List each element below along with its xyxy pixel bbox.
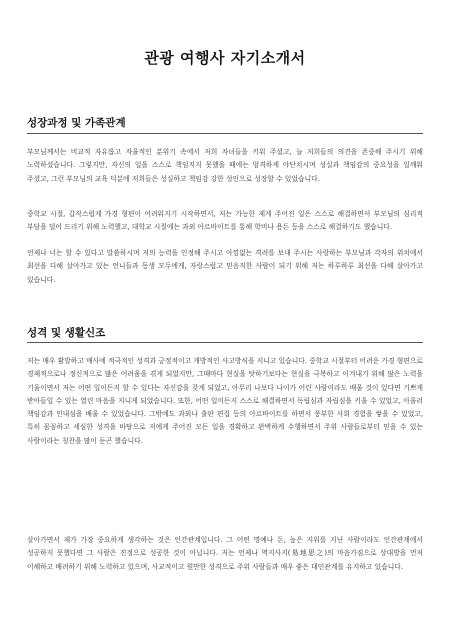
paragraph-growth-3: 언제나 너는 할 수 있다고 말씀하시며 저의 능력을 인정해 주시고 아낌없는 격려를 보내 주시는 사랑하는 부모님과 각자의 위치에서 최선을 다해 살아가고 있는 언니들과 동생 모두에게, 자랑스럽고 믿음직한 사람이 되기 위해 저는 하루하루 최선을 다해 살아가고 있습니다. bbox=[27, 249, 423, 284]
document-title: 관광 여행사 자기소개서 bbox=[144, 49, 306, 67]
paragraph-growth-2: 중학교 시절, 갑작스럽게 가경 형편이 어려워지기 시작하면서, 저는 가능한 제게 주어진 일은 스스로 해결하면서 부모님의 심리적 부담을 덜어 드리기 위해 노력했고, 대학교 시절에는 과외 아르바이트를 통해 학비나 용돈 등을 스스로 해결하기도 했습니다. bbox=[27, 210, 423, 232]
section-heading-growth: 성장과정 및 가족관계 bbox=[27, 117, 126, 129]
paragraph-growth-1: 부모님께서는 비교적 자유롭고 자율적인 분위기 속에서 저희 자녀들을 키워 주셨고, 늘 저희들의 의견을 존중해 주시기 위해 노력하셨습니다. 그렇지만, 자신의 일을 스스로 책임지지 못했을 때에는 엄격하게 야단치시며 성실과 책임감의 중요성을 일깨워 주셨고, 그런 부모님의 교육 덕분에 저희들은 성실하고 책임감 강한 성인으로 성장할 수 있었습니다. bbox=[27, 148, 423, 183]
paragraph-personality-2: 살아가면서 제가 가장 중요하게 생각하는 것은 인간관계입니다. 그 어떤 명예나 돈, 높은 지위를 지닌 사람이라도 인간관계에서 성공하지 못했다면 그 사람은 진정으로 성공한 것이 아닙니다. 저는 언제나 역지사지(易地思之)의 마음가짐으로 상대방을 먼저 이해하고 배려하기 위해 노력하고 있으며, 사교적이고 원만한 성격으로 주위 사람들과 매우 좋은 대인관계를 유지하고 있습니다. bbox=[27, 536, 423, 571]
paragraph-personality-1: 저는 매우 활발하고 매사에 적극적인 성격과 긍정적이고 개방적인 사고방식을 지니고 있습니다. 중학교 시절부터 어려운 가경 형편으로 경제적으로나 정신적으로 많은 어려움을 겪게 되었지만, 그때마다 현실을 탓하기보다는 현실을 극복하고 이겨내기 위해 많은 노력을 기울이면서 저는 어떤 일이든지 할 수 있다는 자신감을 갖게 되었고, 아무리 나보다 나이가 어린 사람이라도 배울 것이 있다면 기쁘게 받아들일 수 있는 열린 마음을 지니게 되었습니다. 또한, 어떤 일이든지 스스로 해결하면서 독립심과 자립심을 키울 수 있었고, 아울러 책임감과 인내심을 배울 수 있었습니다. 그밖에도 과외나 출판 편집 등의 아르바이트를 하면서 풍부한 사회 경험을 쌓을 수 있었고, 특히 꼼꼼하고 세심한 성격을 바탕으로 저에게 주어진 모든 일을 경확하고 완벽하게 수행하면서 주위 사람들로부터 믿을 수 있는 사람이라는 칭찬을 많이 듣곤 했습니다. bbox=[27, 357, 423, 445]
section-divider bbox=[27, 342, 423, 343]
section-divider bbox=[27, 133, 423, 134]
section-heading-personality: 성격 및 생활신조 bbox=[27, 327, 106, 339]
